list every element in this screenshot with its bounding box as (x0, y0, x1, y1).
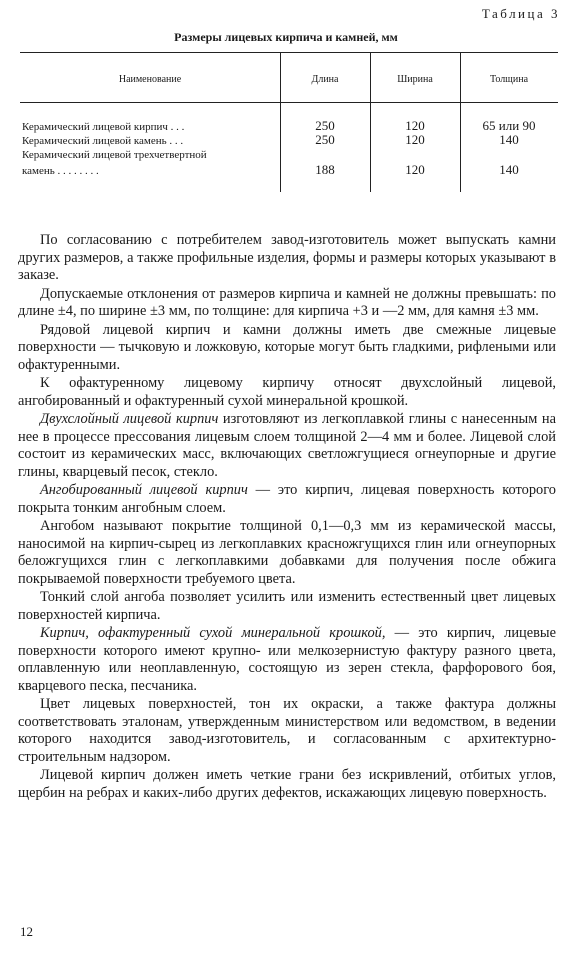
term-italic: Ангобированный лицевой кирпич (40, 482, 248, 498)
table-header-length: Длина (311, 74, 339, 85)
paragraph: К офактуренному лицевому кирпичу относят двухслойный лицевой, ангобированный и офактуренный сухой минеральной крошкой. (18, 375, 556, 409)
paragraph: По согласованию с потребителем завод-изготовитель может выпускать камни других размеров, а также профильные изделия, формы и размеры которых указывают в заказе. (18, 232, 556, 283)
paragraph: Рядовой лицевой кирпич и камни должны иметь две смежные лицевые поверхности — тычковую и ложковую, которые могут быть гладкими, рифлеными или офактуренными. (18, 321, 556, 373)
page-number: 12 (20, 924, 33, 939)
table-cell-width: 120 (405, 162, 425, 177)
table-cell-length: 250 (315, 118, 335, 133)
paragraph (18, 625, 556, 695)
table-row-name-continued: камень . . . . . . . . (22, 165, 99, 177)
body-text (18, 232, 556, 802)
term-italic: Кирпич, офактуренный сухой минеральной крошкой, (40, 625, 386, 641)
paragraph: Допускаемые отклонения от размеров кирпича и камней не должны превышать: по длине ±4, по ширине ±3 мм, по толщине: для кирпича +3 и —2 мм, для камня ±3 мм. (18, 285, 556, 319)
table-top-rule (20, 52, 558, 53)
table-cell-width: 120 (405, 132, 425, 147)
paragraph (18, 411, 556, 481)
table-cell-length: 250 (315, 132, 335, 147)
paragraph: Лицевой кирпич должен иметь четкие грани без искривлений, отбитых углов, щербин на ребрах и каких-либо других дефектов, искажающих лицевую поверхность. (18, 767, 556, 801)
paragraph: Цвет лицевых поверхностей, тон их окраски, а также фактура должны соответствовать эталонам, утвержденным министерством или ведомством, в ведении которого находится завод-изготовитель, и согласованным с архитектурно-строительным надзором. (18, 696, 556, 765)
paragraph-text: — это кирпич, лицевая поверхность которого покрыта тонким ангобным слоем. (18, 482, 556, 516)
paragraph (18, 482, 556, 517)
term-italic: Двухслойный лицевой кирпич (40, 411, 219, 427)
table-header-rule (20, 102, 558, 103)
table-header-name: Наименование (118, 74, 182, 85)
table-title: Размеры лицевых кирпича и камней, мм (174, 30, 398, 44)
table-cell-length: 188 (315, 162, 335, 177)
table-number: Таблица 3 (481, 6, 560, 21)
table-row-name: Керамический лицевой камень . . . (22, 135, 184, 147)
paragraph: Тонкий слой ангоба позволяет усилить или изменить естественный цвет лицевых поверхностей кирпича. (18, 589, 556, 623)
paragraph: Ангобом называют покрытие толщиной 0,1—0,3 мм из керамической массы, наносимой на кирпич-сырец из легкоплавких красножгущихся глин или огнеупорных беложгущихся глин с легкоплавкими добавками для получения после обжига покрываемой поверхности требуемого цвета. (18, 518, 556, 587)
table-header-width: Ширина (397, 74, 433, 85)
paragraph-text: изготовляют из легкоплавкой глины с нанесенным на нее в процессе прессования лицевым слоем толщиной 2—4 мм и более. Лицевой слой состоит из керамических масс, включающих светложгущиеся огнеупорные и другие глины, кварцевый песок, стекло. (18, 411, 556, 480)
table-cell-thickness: 65 или 90 (482, 118, 536, 133)
table-row-name: Керамический лицевой трехчетвертной (22, 149, 207, 161)
table-cell-width: 120 (405, 118, 425, 133)
paragraph-text: — это кирпич, лицевые поверхности которого имеют крупно- или мелкозернистую фактуру разного цвета, оплавленную или неоплавленную, состоящую из зерен стекла, фарфорового боя, кварцевого песка, песчаника. (18, 625, 556, 694)
table-row-name: Керамический лицевой кирпич . . . (22, 121, 185, 133)
table-cell-thickness: 140 (499, 162, 519, 177)
table-cell-thickness: 140 (499, 132, 519, 147)
table-header-thickness: Толщина (489, 74, 529, 85)
